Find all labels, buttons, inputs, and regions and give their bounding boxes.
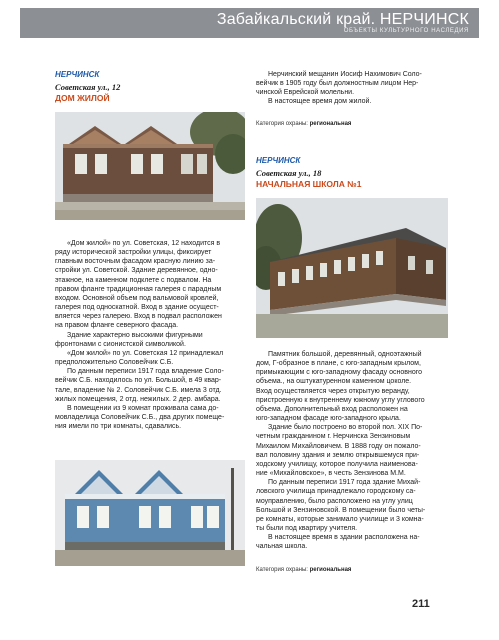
- category-value: региональная: [309, 567, 352, 573]
- right-intro: [256, 70, 448, 107]
- left-text-line: этажное, на каменном подклете с подвалом. На: [55, 276, 212, 284]
- left-text-line: на правом фланге северного фасада.: [55, 322, 179, 330]
- left-text-line: ния имели по три комнаты, сдавались.: [55, 423, 182, 431]
- left-text-line: входом. Основной объем под вальмовой кровлей,: [55, 294, 219, 302]
- right-city: НЕРЧИНСК: [256, 156, 301, 165]
- right-text-line: четным гражданином г. Нерчинска Зензиновым: [256, 433, 411, 441]
- right-text-line: вал половину здания и землю открывшемуся при-: [256, 451, 420, 459]
- right-intro-line: Нерчинский мещанин Иосиф Нахимович Соло-: [268, 71, 422, 78]
- right-text-line: юго-западном фасаде юго-западного крыла.: [256, 415, 401, 423]
- right-text-line: дом, Г-образное в плане, с юго-западным крылом,: [256, 360, 421, 368]
- right-body-text: [256, 350, 448, 551]
- school-photo: [256, 198, 448, 338]
- right-text-line: ты были под квартиру учителя.: [256, 524, 358, 532]
- category-label: Категория охраны:: [256, 121, 308, 127]
- left-text-line: фронтонами с сионистской символикой.: [55, 340, 186, 348]
- right-text-line: ре комнаты, которые занимало училище и 3 комна-: [256, 515, 424, 523]
- left-text-line: «Дом жилой» по ул. Советская, 12 находится в: [67, 240, 221, 247]
- header-subtitle: ОБЪЕКТЫ КУЛЬТУРНОГО НАСЛЕДИЯ: [343, 28, 469, 34]
- right-street: Советская ул., 18: [256, 168, 322, 178]
- right-text-line: Памятник большой, деревянный, одноэтажный: [268, 351, 422, 358]
- left-text-line: тале, владение № 2. Соловейчик С.Б. имела 3 отд.: [55, 386, 222, 394]
- left-heading: [55, 70, 245, 104]
- left-building-name: ДОМ ЖИЛОЙ: [55, 93, 110, 103]
- right-intro-line: В настоящее время дом жилой.: [268, 98, 372, 106]
- left-text-line: ряду исторической застройки улицы, фиксирует: [55, 249, 212, 257]
- house-photo-1: [55, 112, 245, 220]
- left-body-text: [55, 239, 245, 431]
- right-text-line: Вход осуществляется через открытую веранду,: [256, 387, 410, 395]
- left-text-line: жилых помещения, 2 отд. нежилых. 2 дер. амбара.: [55, 395, 221, 403]
- category-value: региональная: [309, 121, 352, 127]
- right-category-2: [256, 566, 448, 574]
- right-text-line: моуправлению, было расположено на углу улиц: [256, 497, 413, 505]
- header-bar: [20, 8, 479, 38]
- left-text-line: правом фланге традиционная галерея с парадным: [55, 285, 222, 293]
- right-text-line: ние «Михайловское», в честь Зензинова М.М.: [256, 470, 406, 478]
- right-intro-line: вейчик в 1905 году был должностным лицом Нер-: [256, 80, 419, 88]
- left-text-line: Здание характерно высокими фигурными: [67, 331, 203, 339]
- left-city: НЕРЧИНСК: [55, 70, 100, 79]
- right-text-line: ловского училища принадлежало городскому са-: [256, 488, 416, 496]
- right-category-1: [256, 120, 448, 128]
- right-text-line: ходскому училищу, которое получила наименова-: [256, 460, 418, 468]
- right-text-line: объема., на оштукатуренном каменном цоколе.: [256, 378, 412, 386]
- category-label: Категория охраны:: [256, 567, 308, 573]
- house-photo-2: [55, 460, 245, 566]
- left-text-line: По данным переписи 1917 года владение Соло-: [67, 368, 224, 376]
- left-text-line: В помещении из 9 комнат проживала сама до-: [67, 404, 219, 412]
- left-street: Советская ул., 12: [55, 82, 121, 92]
- header-title: Забайкальский край. НЕРЧИНСК: [216, 11, 469, 28]
- page-number: 211: [412, 598, 430, 610]
- left-text-line: «Дом жилой» по ул. Советская 12 принадлежал: [67, 349, 224, 357]
- left-text-line: стройки ул. Советской. Здание деревянное, одно-: [55, 267, 218, 275]
- right-text-line: объема. Дополнительный вход расположен на: [256, 405, 408, 413]
- left-text-line: галерея под односкатной. Вход в здание осущест-: [55, 304, 219, 312]
- right-text-line: Большой и Зензиновской. В помещении было четы-: [256, 506, 426, 514]
- left-text-line: вейчик С.Б. находилось по ул. Большой, в 49 квар-: [55, 377, 222, 385]
- right-text-line: В настоящее время в здании расположена на-: [268, 534, 420, 542]
- right-text-line: примыкающим с юго-западному фасаду основного: [256, 369, 423, 377]
- left-text-line: главным восточным фасадом красную линию за-: [55, 258, 216, 266]
- left-text-line: предположительно Соловейчик С.Б.: [55, 359, 174, 367]
- right-intro-line: чинской Еврейской молельни.: [256, 89, 355, 97]
- right-text-line: По данным переписи 1917 года здание Михай-: [268, 479, 421, 487]
- right-text-line: пристроенную к внутреннему южному углу углового: [256, 396, 425, 404]
- right-text-line: чальная школа.: [256, 543, 308, 551]
- right-text-line: Михаилом Михайловичем. В 1888 году он пожало-: [256, 442, 421, 450]
- left-text-line: мовладелица Соловейчик С.Б., два других помеще-: [55, 413, 225, 421]
- right-heading: [256, 156, 448, 190]
- left-text-line: вляется через галерею. Вход в подвал расположен: [55, 313, 222, 321]
- right-text-line: Здание было построено во второй пол. XIX По-: [268, 424, 423, 432]
- right-building-name: НАЧАЛЬНАЯ ШКОЛА №1: [256, 179, 362, 189]
